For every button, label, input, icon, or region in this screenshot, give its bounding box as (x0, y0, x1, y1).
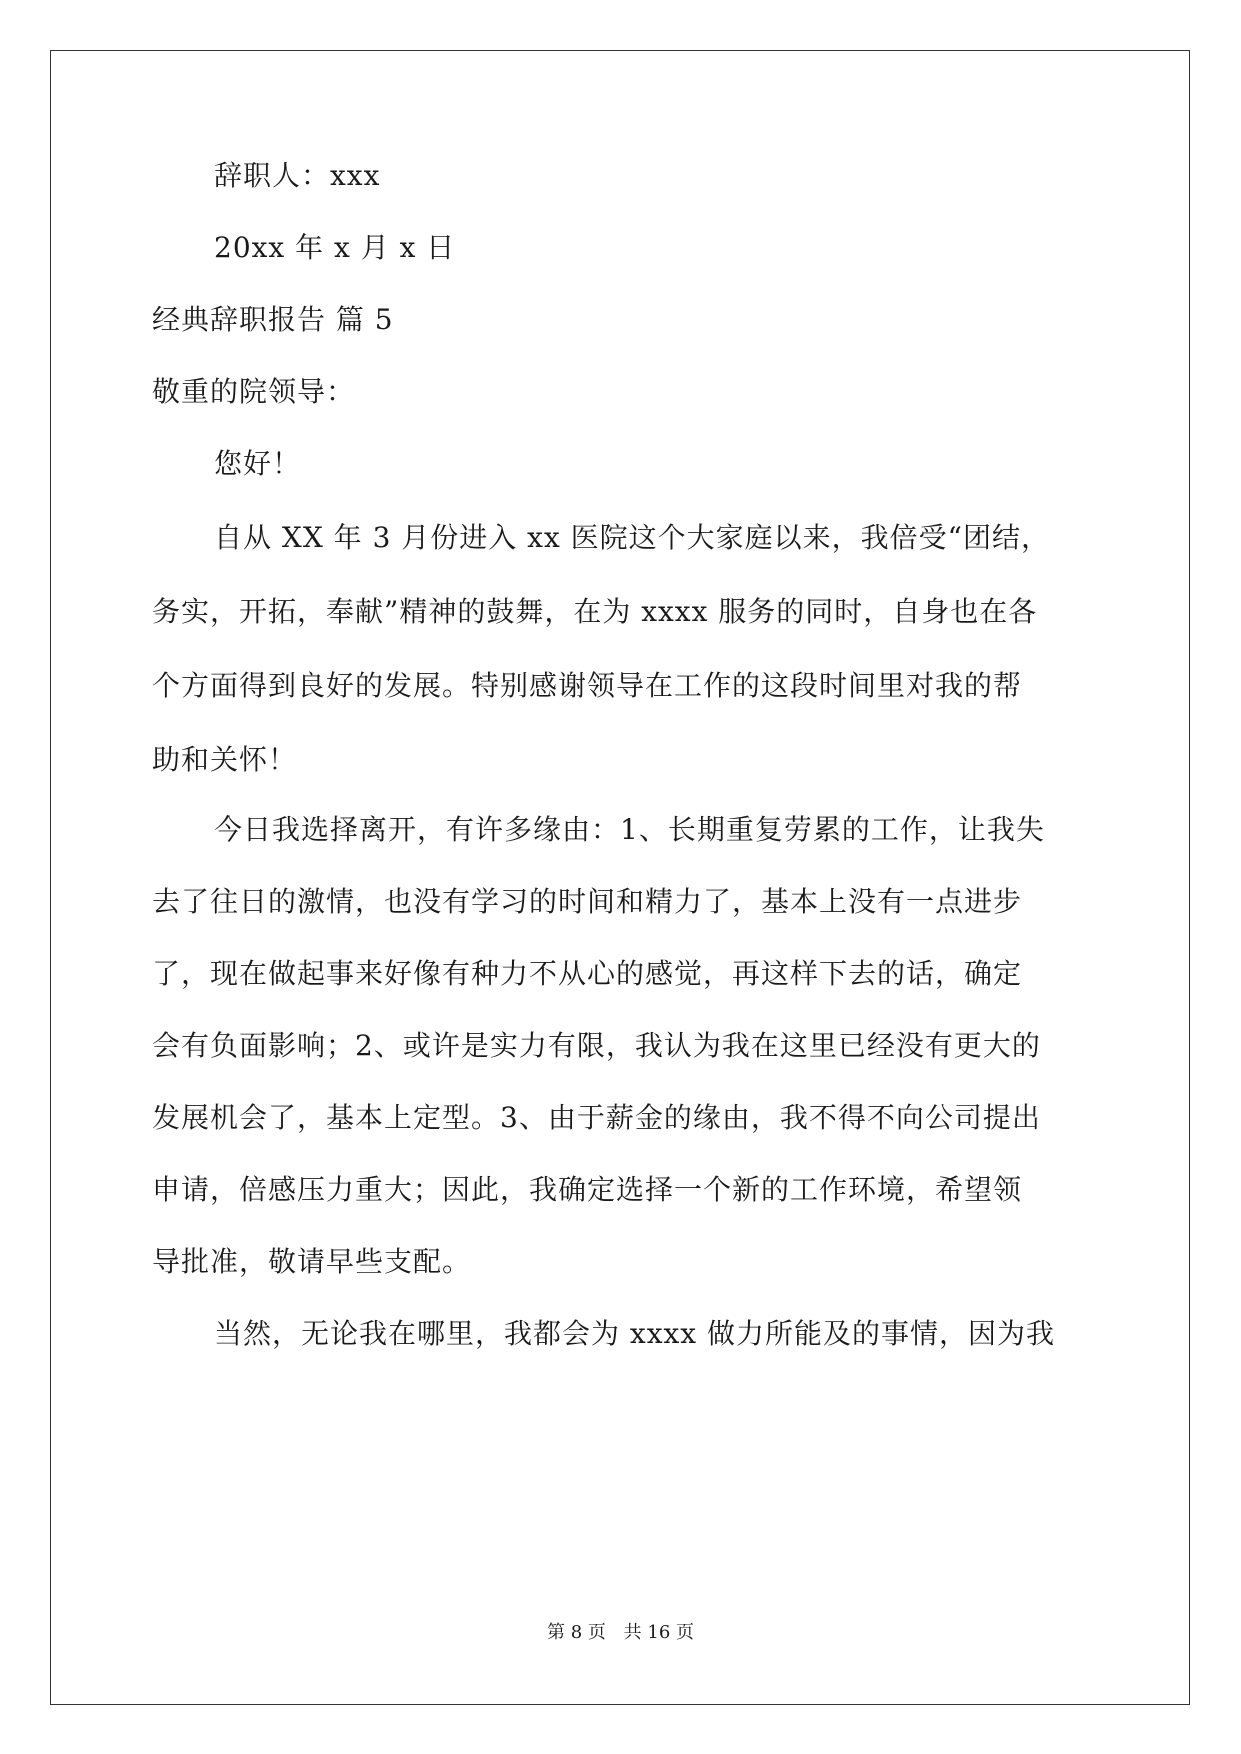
paragraph-line: 会有负面影响；2、或许是实力有限，我认为我在这里已经没有更大的 (152, 1029, 1041, 1062)
date-line: 20xx 年 x 月 x 日 (214, 231, 456, 264)
paragraph-line: 今日我选择离开，有许多缘由：1、长期重复劳累的工作，让我失 (214, 813, 1045, 846)
paragraph-line: 当然，无论我在哪里，我都会为 xxxx 做力所能及的事情，因为我 (214, 1317, 1055, 1350)
paragraph-line: 自从 XX 年 3 月份进入 xx 医院这个大家庭以来，我倍受“团结， (214, 521, 1050, 554)
page-border (50, 50, 1190, 1705)
paragraph-line: 了，现在做起事来好像有种力不从心的感觉，再这样下去的话，确定 (152, 957, 1023, 990)
paragraph-line: 个方面得到良好的发展。特别感谢领导在工作的这段时间里对我的帮 (152, 669, 1023, 702)
page-total: 共 16 页 (623, 1622, 694, 1643)
section-title: 经典辞职报告 篇 5 (152, 303, 394, 336)
paragraph-line: 务实，开拓，奉献”精神的鼓舞，在为 xxxx 服务的同时，自身也在各 (152, 595, 1038, 628)
resigner-line: 辞职人：xxx (214, 159, 381, 192)
page-number: 第 8 页 (547, 1622, 606, 1643)
paragraph-line: 导批准，敬请早些支配。 (152, 1245, 472, 1278)
greeting: 您好！ (214, 447, 302, 480)
paragraph-line: 助和关怀！ (152, 743, 298, 776)
paragraph-line: 发展机会了，基本上定型。3、由于薪金的缘由，我不得不向公司提出 (152, 1101, 1041, 1134)
paragraph-line: 去了往日的激情，也没有学习的时间和精力了，基本上没有一点进步 (152, 885, 1023, 918)
salutation: 敬重的院领导： (152, 375, 356, 408)
page-footer (0, 1622, 1241, 1644)
paragraph-line: 申请，倍感压力重大；因此，我确定选择一个新的工作环境，希望领 (152, 1173, 1023, 1206)
